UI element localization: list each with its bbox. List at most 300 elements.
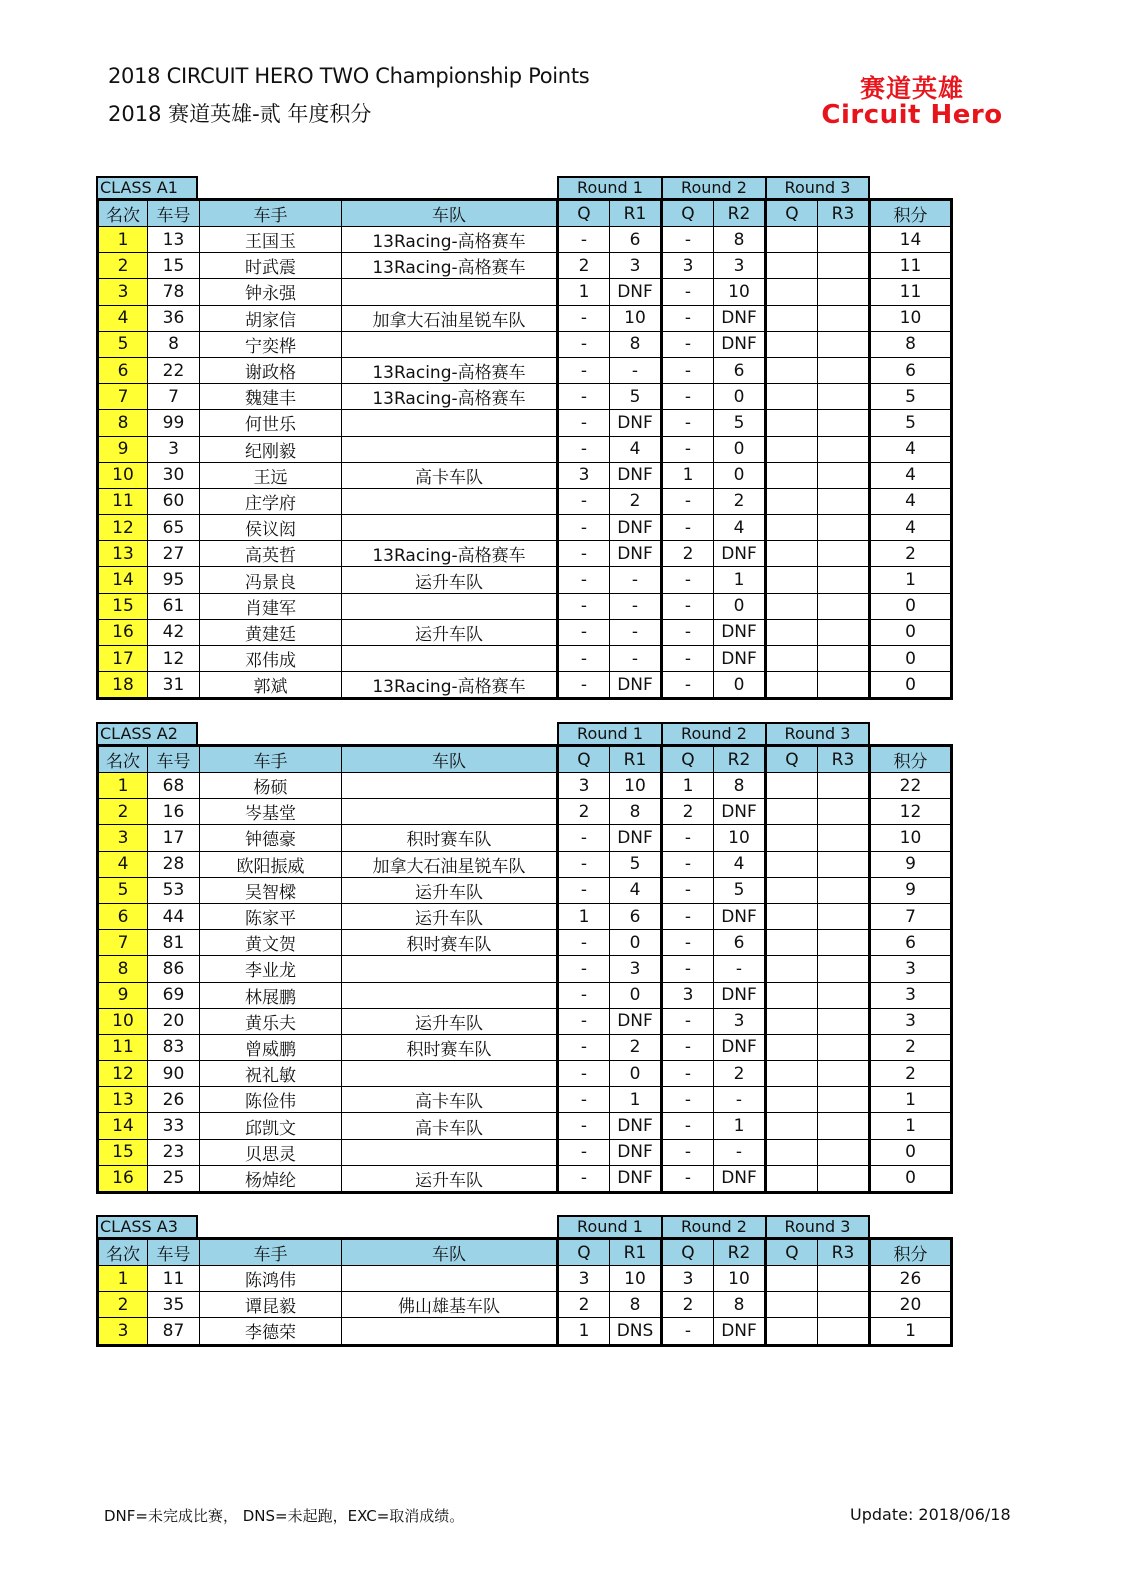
table-cell	[342, 436, 558, 462]
table-cell	[818, 851, 870, 877]
table-cell: 2	[610, 1034, 662, 1060]
table-cell: DNF	[610, 672, 662, 699]
table-cell: 3	[870, 982, 952, 1008]
table-cell	[818, 773, 870, 799]
column-header: 车队	[342, 200, 558, 227]
table-cell	[766, 1318, 818, 1345]
table-cell: 1	[714, 567, 766, 593]
table-cell	[818, 1165, 870, 1192]
table-cell: -	[558, 1087, 610, 1113]
table-cell: 8	[610, 799, 662, 825]
table-cell: 0	[610, 1061, 662, 1087]
table-cell: 22	[870, 773, 952, 799]
column-header: 车队	[342, 1239, 558, 1266]
rank-cell: 1	[98, 227, 148, 253]
table-cell: 8	[714, 1292, 766, 1318]
table-cell: DNF	[714, 305, 766, 331]
table-row	[98, 1165, 952, 1192]
table-header-row	[98, 746, 952, 773]
table-cell: 20	[148, 1008, 200, 1034]
table-cell	[766, 982, 818, 1008]
table-cell	[342, 410, 558, 436]
table-cell: 5	[610, 851, 662, 877]
rank-cell: 1	[98, 773, 148, 799]
table-cell: 2	[714, 488, 766, 514]
table-row	[98, 227, 952, 253]
table-cell	[766, 1165, 818, 1192]
table-cell	[818, 1034, 870, 1060]
table-cell: 10	[870, 825, 952, 851]
table-cell: 7	[870, 903, 952, 929]
table-cell	[818, 436, 870, 462]
table-cell	[818, 357, 870, 383]
table-cell	[766, 1087, 818, 1113]
table-cell	[766, 515, 818, 541]
table-cell: DNF	[714, 619, 766, 645]
table-row	[98, 903, 952, 929]
table-row	[98, 1139, 952, 1165]
table-cell	[766, 1139, 818, 1165]
table-cell: 10	[870, 305, 952, 331]
table-cell: -	[610, 567, 662, 593]
column-header: Q	[662, 200, 714, 227]
table-cell: 8	[610, 1292, 662, 1318]
table-cell: -	[662, 1008, 714, 1034]
table-cell: 3	[558, 462, 610, 488]
table-cell: 10	[610, 1266, 662, 1292]
table-cell: 积时赛车队	[342, 930, 558, 956]
update-date: Update: 2018/06/18	[850, 1505, 1011, 1524]
table-cell: 60	[148, 488, 200, 514]
rank-cell: 2	[98, 1292, 148, 1318]
table-cell: 53	[148, 877, 200, 903]
rank-cell: 8	[98, 410, 148, 436]
table-row	[98, 515, 952, 541]
table-cell: 26	[870, 1266, 952, 1292]
rank-cell: 13	[98, 1087, 148, 1113]
table-cell: 6	[870, 930, 952, 956]
table-cell	[766, 1113, 818, 1139]
column-header: 名次	[98, 746, 148, 773]
table-cell: 33	[148, 1113, 200, 1139]
rank-cell: 16	[98, 1165, 148, 1192]
column-header: R1	[610, 746, 662, 773]
table-cell: -	[558, 567, 610, 593]
table-cell: 61	[148, 593, 200, 619]
table-cell	[342, 279, 558, 305]
table-cell: 12	[870, 799, 952, 825]
table-cell: -	[610, 593, 662, 619]
table-cell	[766, 956, 818, 982]
column-header: Q	[662, 1239, 714, 1266]
table-cell: 27	[148, 541, 200, 567]
table-cell: 25	[148, 1165, 200, 1192]
table-cell: 运升车队	[342, 877, 558, 903]
table-cell: 时武震	[200, 253, 342, 279]
table-cell	[766, 436, 818, 462]
standings-table	[96, 1237, 953, 1347]
table-cell: -	[662, 331, 714, 357]
table-cell: 积时赛车队	[342, 1034, 558, 1060]
table-cell: -	[662, 1165, 714, 1192]
table-cell	[818, 619, 870, 645]
round-label-2: Round 2	[661, 722, 767, 744]
table-cell: 曾威鹏	[200, 1034, 342, 1060]
table-cell: -	[662, 1061, 714, 1087]
rank-cell: 3	[98, 1318, 148, 1345]
table-cell: DNF	[610, 462, 662, 488]
table-cell: -	[558, 1139, 610, 1165]
table-cell	[342, 646, 558, 672]
table-cell: 加拿大石油星锐车队	[342, 305, 558, 331]
table-cell: 3	[662, 982, 714, 1008]
table-row	[98, 253, 952, 279]
table-cell: 2	[870, 1034, 952, 1060]
table-cell: 冯景良	[200, 567, 342, 593]
table-cell: DNF	[610, 1008, 662, 1034]
table-cell: 8	[148, 331, 200, 357]
table-cell	[766, 877, 818, 903]
column-header: 车号	[148, 746, 200, 773]
table-cell: 2	[610, 488, 662, 514]
table-cell	[766, 773, 818, 799]
column-header: 积分	[870, 200, 952, 227]
table-cell: -	[558, 357, 610, 383]
round-label-3: Round 3	[765, 1215, 870, 1237]
table-cell	[818, 384, 870, 410]
rank-cell: 15	[98, 1139, 148, 1165]
table-cell: 谭昆毅	[200, 1292, 342, 1318]
column-header: 名次	[98, 1239, 148, 1266]
table-cell	[766, 410, 818, 436]
table-cell	[766, 1266, 818, 1292]
table-cell	[766, 305, 818, 331]
table-cell	[342, 331, 558, 357]
round-label-3: Round 3	[765, 176, 870, 198]
table-cell: 13Racing-高格赛车	[342, 253, 558, 279]
table-cell: 8	[714, 773, 766, 799]
table-cell: -	[662, 488, 714, 514]
rank-cell: 16	[98, 619, 148, 645]
table-cell: -	[662, 305, 714, 331]
table-cell: -	[558, 488, 610, 514]
rank-cell: 7	[98, 930, 148, 956]
table-cell: DNF	[610, 1165, 662, 1192]
table-cell	[818, 982, 870, 1008]
table-cell: 10	[610, 305, 662, 331]
column-header: R3	[818, 1239, 870, 1266]
table-cell: 4	[870, 515, 952, 541]
table-cell: 6	[870, 357, 952, 383]
column-header: Q	[558, 746, 610, 773]
table-cell: 吴智樑	[200, 877, 342, 903]
table-cell: 13	[148, 227, 200, 253]
table-cell: 11	[870, 279, 952, 305]
table-cell: DNF	[714, 541, 766, 567]
table-cell: 黄建廷	[200, 619, 342, 645]
table-cell: 3	[870, 956, 952, 982]
column-header: Q	[558, 200, 610, 227]
table-cell: 王国玉	[200, 227, 342, 253]
table-cell	[766, 331, 818, 357]
table-cell	[818, 305, 870, 331]
table-cell: 22	[148, 357, 200, 383]
table-row	[98, 410, 952, 436]
standings-block-1	[96, 176, 953, 700]
round-label-1: Round 1	[557, 722, 663, 744]
column-header: R3	[818, 746, 870, 773]
table-cell: -	[662, 903, 714, 929]
table-cell: 6	[610, 903, 662, 929]
table-cell: 81	[148, 930, 200, 956]
table-cell: -	[662, 1113, 714, 1139]
table-cell: 13Racing-高格赛车	[342, 227, 558, 253]
table-cell: -	[662, 1087, 714, 1113]
table-cell	[818, 1087, 870, 1113]
table-cell: 积时赛车队	[342, 825, 558, 851]
table-cell: 运升车队	[342, 903, 558, 929]
table-cell: 4	[870, 488, 952, 514]
column-header: 车手	[200, 1239, 342, 1266]
table-cell: -	[662, 672, 714, 699]
table-cell: -	[714, 956, 766, 982]
table-cell: -	[558, 384, 610, 410]
column-header: R2	[714, 200, 766, 227]
table-cell: 2	[558, 799, 610, 825]
table-cell: 78	[148, 279, 200, 305]
table-cell	[766, 619, 818, 645]
table-row	[98, 1034, 952, 1060]
table-cell: 杨硕	[200, 773, 342, 799]
table-row	[98, 1008, 952, 1034]
table-cell	[766, 672, 818, 699]
table-cell	[342, 773, 558, 799]
table-cell: -	[558, 1034, 610, 1060]
table-cell: 0	[714, 384, 766, 410]
round-label-2: Round 2	[661, 176, 767, 198]
rank-cell: 14	[98, 1113, 148, 1139]
rank-cell: 10	[98, 462, 148, 488]
table-cell: -	[558, 1061, 610, 1087]
column-header: 车队	[342, 746, 558, 773]
table-cell: 9	[870, 851, 952, 877]
table-cell	[766, 1008, 818, 1034]
table-cell: -	[662, 1034, 714, 1060]
table-cell: 5	[870, 410, 952, 436]
table-cell	[766, 1061, 818, 1087]
table-cell: 1	[870, 567, 952, 593]
table-cell: 高卡车队	[342, 1113, 558, 1139]
table-cell: 4	[610, 436, 662, 462]
table-cell: 35	[148, 1292, 200, 1318]
table-cell: 2	[714, 1061, 766, 1087]
table-cell: 4	[870, 436, 952, 462]
table-cell	[818, 1318, 870, 1345]
table-cell: 0	[870, 593, 952, 619]
rank-cell: 7	[98, 384, 148, 410]
rank-cell: 5	[98, 331, 148, 357]
table-cell: 魏建丰	[200, 384, 342, 410]
table-cell	[766, 1034, 818, 1060]
table-cell: 王远	[200, 462, 342, 488]
table-cell: 9	[870, 877, 952, 903]
column-header: 车号	[148, 1239, 200, 1266]
table-cell: 13Racing-高格赛车	[342, 672, 558, 699]
column-header: Q	[766, 200, 818, 227]
table-cell: 黄乐夫	[200, 1008, 342, 1034]
table-cell: 陈家平	[200, 903, 342, 929]
table-header-row	[98, 200, 952, 227]
column-header: 车手	[200, 200, 342, 227]
table-cell: 胡家信	[200, 305, 342, 331]
table-cell: 10	[714, 1266, 766, 1292]
table-cell: 16	[148, 799, 200, 825]
table-row	[98, 877, 952, 903]
table-cell	[342, 1318, 558, 1345]
table-cell: 68	[148, 773, 200, 799]
round-label-1: Round 1	[557, 1215, 663, 1237]
table-cell: 庄学府	[200, 488, 342, 514]
table-cell: 13Racing-高格赛车	[342, 541, 558, 567]
table-cell: 10	[610, 773, 662, 799]
table-cell	[818, 877, 870, 903]
table-cell	[766, 227, 818, 253]
table-cell: 1	[610, 1087, 662, 1113]
table-cell	[766, 903, 818, 929]
table-cell: 6	[714, 930, 766, 956]
table-cell: 3	[610, 253, 662, 279]
table-cell: -	[610, 619, 662, 645]
table-row	[98, 1266, 952, 1292]
rank-cell: 3	[98, 825, 148, 851]
table-cell: -	[558, 410, 610, 436]
rank-cell: 12	[98, 515, 148, 541]
table-cell: -	[558, 825, 610, 851]
table-cell: 95	[148, 567, 200, 593]
table-cell: 运升车队	[342, 1165, 558, 1192]
logo-text-en: Circuit Hero	[821, 100, 1003, 130]
table-cell	[342, 1139, 558, 1165]
table-cell: 83	[148, 1034, 200, 1060]
table-cell	[766, 541, 818, 567]
table-cell	[818, 227, 870, 253]
table-cell: -	[558, 227, 610, 253]
table-cell	[766, 1292, 818, 1318]
table-cell: 23	[148, 1139, 200, 1165]
table-row	[98, 672, 952, 699]
table-cell	[766, 567, 818, 593]
table-cell: 44	[148, 903, 200, 929]
table-row	[98, 541, 952, 567]
table-cell: 87	[148, 1318, 200, 1345]
standings-table	[96, 744, 953, 1194]
table-row	[98, 930, 952, 956]
table-cell: 岑基堂	[200, 799, 342, 825]
table-cell	[342, 956, 558, 982]
table-cell: 5	[714, 877, 766, 903]
table-row	[98, 305, 952, 331]
table-row	[98, 851, 952, 877]
table-cell: -	[558, 331, 610, 357]
table-cell	[766, 646, 818, 672]
table-cell: -	[558, 1008, 610, 1034]
table-cell: 2	[558, 1292, 610, 1318]
table-cell: -	[558, 956, 610, 982]
table-cell: 3	[558, 773, 610, 799]
table-cell: 15	[148, 253, 200, 279]
table-cell: 2	[558, 253, 610, 279]
table-row	[98, 825, 952, 851]
table-cell	[342, 1061, 558, 1087]
table-cell: -	[558, 1113, 610, 1139]
table-cell: -	[558, 436, 610, 462]
column-header: 名次	[98, 200, 148, 227]
rank-cell: 6	[98, 903, 148, 929]
rank-cell: 18	[98, 672, 148, 699]
class-label: CLASS A3	[96, 1215, 198, 1237]
table-cell	[766, 279, 818, 305]
table-cell: 3	[662, 1266, 714, 1292]
table-cell: DNF	[714, 1318, 766, 1345]
column-header: R1	[610, 200, 662, 227]
table-row	[98, 646, 952, 672]
rank-cell: 6	[98, 357, 148, 383]
table-cell: 13Racing-高格赛车	[342, 384, 558, 410]
round-label-3: Round 3	[765, 722, 870, 744]
table-cell: -	[662, 930, 714, 956]
table-cell: DNF	[610, 825, 662, 851]
table-cell: DNF	[714, 799, 766, 825]
table-cell: 陈俭伟	[200, 1087, 342, 1113]
table-cell: 2	[662, 1292, 714, 1318]
page-title: 2018 CIRCUIT HERO TWO Championship Points	[108, 64, 590, 88]
rank-cell: 2	[98, 799, 148, 825]
class-header-row	[96, 722, 953, 744]
column-header: R1	[610, 1239, 662, 1266]
table-cell: DNF	[714, 903, 766, 929]
table-row	[98, 279, 952, 305]
table-cell: -	[662, 410, 714, 436]
rank-cell: 8	[98, 956, 148, 982]
table-cell: 高英哲	[200, 541, 342, 567]
table-cell: -	[662, 1139, 714, 1165]
class-header-row	[96, 1215, 953, 1237]
table-cell: 2	[662, 799, 714, 825]
table-cell	[818, 1008, 870, 1034]
table-row	[98, 1061, 952, 1087]
table-row	[98, 436, 952, 462]
table-cell: 28	[148, 851, 200, 877]
rank-cell: 13	[98, 541, 148, 567]
table-cell: 5	[714, 410, 766, 436]
table-cell: -	[714, 1087, 766, 1113]
class-label: CLASS A2	[96, 722, 198, 744]
table-cell: 12	[148, 646, 200, 672]
table-cell: 11	[870, 253, 952, 279]
table-cell	[818, 331, 870, 357]
table-cell	[818, 253, 870, 279]
table-header-row	[98, 1239, 952, 1266]
table-row	[98, 982, 952, 1008]
table-cell: 20	[870, 1292, 952, 1318]
standings-block-3	[96, 1215, 953, 1347]
table-cell: -	[662, 619, 714, 645]
rank-cell: 12	[98, 1061, 148, 1087]
table-cell: 13Racing-高格赛车	[342, 357, 558, 383]
table-cell	[766, 253, 818, 279]
table-cell: 6	[714, 357, 766, 383]
rank-cell: 5	[98, 877, 148, 903]
